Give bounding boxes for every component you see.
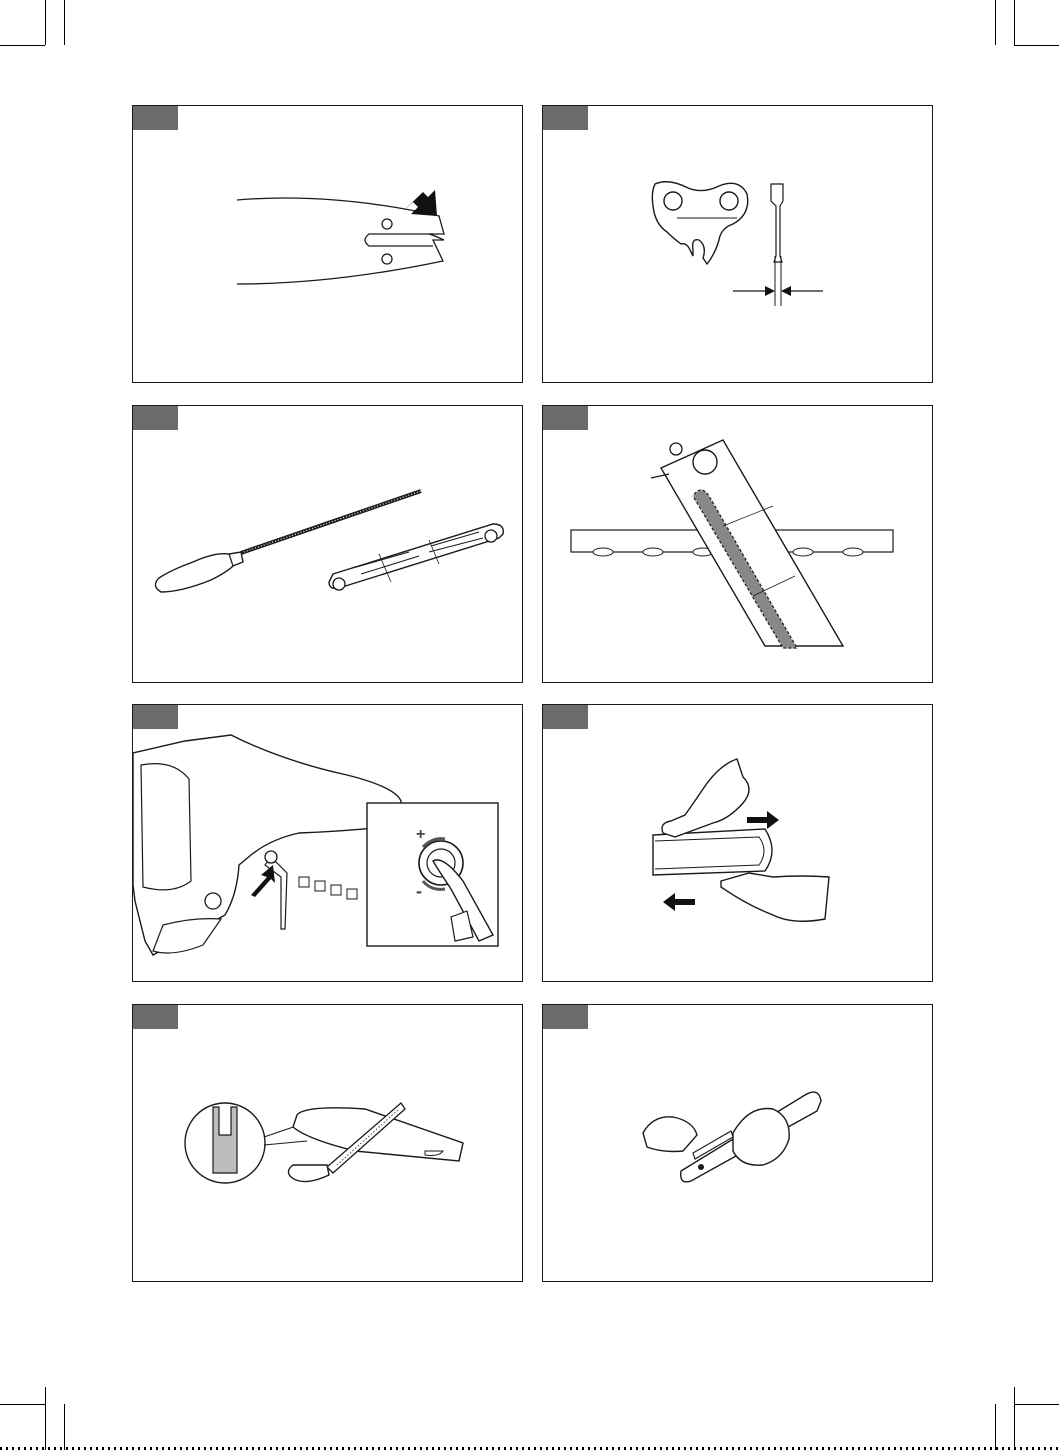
pointer-arrow-icon [401,190,437,216]
figure-8-panel [542,1004,933,1282]
figure-7-panel [132,1004,523,1282]
arrow-left-icon [663,893,695,911]
figure-5-panel [132,704,523,982]
figure-4-panel [542,405,933,683]
bar-deburring-illustration [543,1005,932,1281]
guide-bar-illustration [133,106,522,382]
tension-adjustment-illustration [133,705,522,981]
figure-6-panel [542,704,933,982]
file-tools-illustration [133,406,522,682]
file-guide-on-chain-illustration [543,406,932,682]
figure-2-panel [542,105,933,383]
arrow-left-icon [781,286,791,296]
figure-1-panel [132,105,523,383]
pointer-arrow-icon [251,865,275,897]
drive-link-illustration [543,106,932,382]
tension-check-illustration [543,705,932,981]
arrow-right-icon [765,286,775,296]
arrow-right-icon [747,811,779,829]
figure-3-panel [132,405,523,683]
groove-filing-illustration [133,1005,522,1281]
tension-plus-sign: + [416,826,426,843]
tension-minus-sign: - [416,881,422,901]
